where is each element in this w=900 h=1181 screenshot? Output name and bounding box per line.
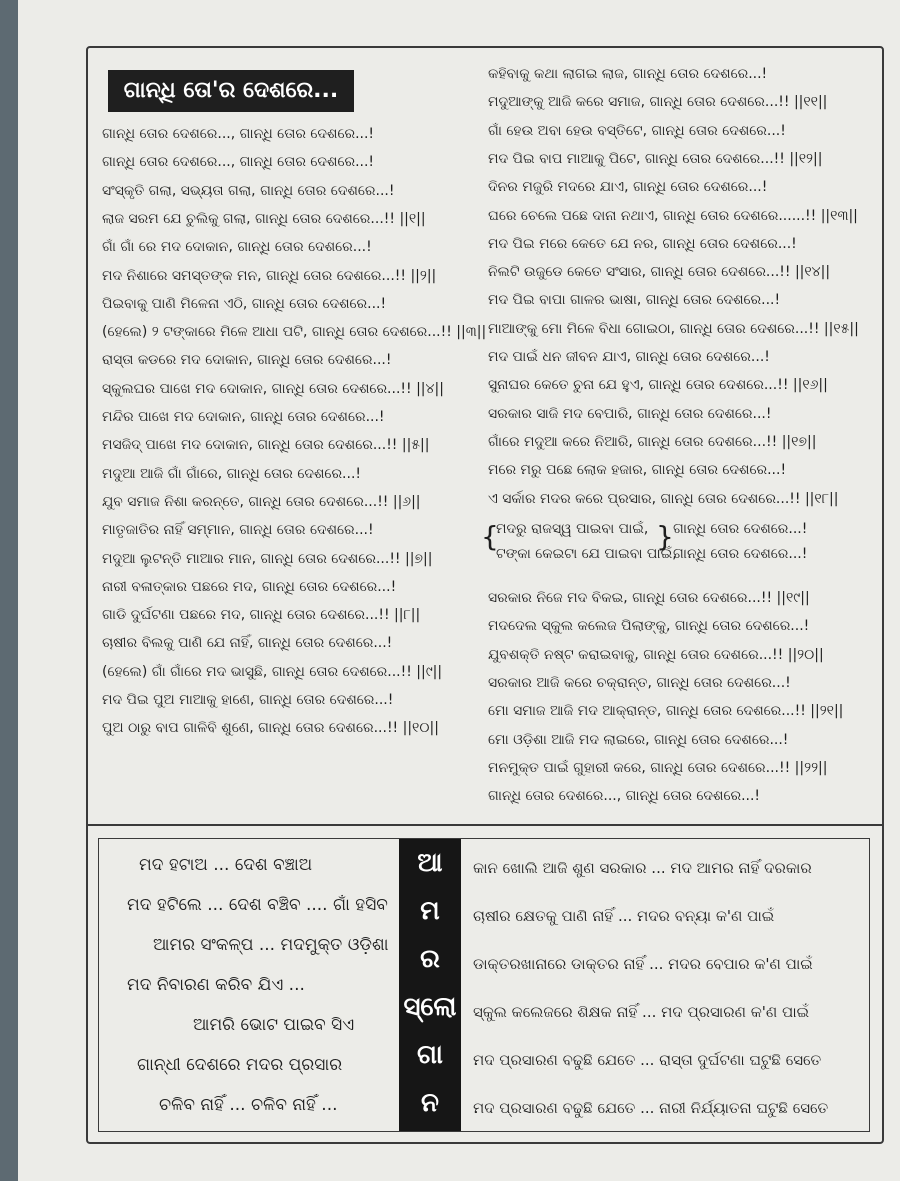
brace-line: ମଦରୁ ରାଜସ୍ୱ ପାଇବା ପାଇଁ, — [496, 521, 649, 537]
poem-line: ମଦ ପିଇ ବାପା ଗାଳର ଭାଷା, ଗାନ୍ଧି ତୋର ଦେଶରେ...! — [488, 292, 781, 309]
poem-line: ମଦୁଆଙ୍କୁ ଆଜି କରେ ସମାଜ, ଗାନ୍ଧି ତୋର ଦେଶରେ...!! ||୧୧|| — [488, 94, 828, 111]
brace-line: ଟଙ୍କା କେଇଟା ଯେ ପାଇବା ପାଇଁ, — [496, 546, 677, 562]
poem-line: ସରକାର ନିଜେ ମଦ ବିକଇ, ଗାନ୍ଧି ତୋର ଦେଶରେ...!! ||୧୯|| — [488, 590, 810, 606]
poem-line: ମୋ ଓଡ଼ିଶା ଆଜି ମଦ ଲାଇରେ, ଗାନ୍ଧି ତୋର ଦେଶରେ...! — [488, 731, 789, 748]
poem-line: ପିଇବାକୁ ପାଣି ମିଳେନା ଏଠି, ଗାନ୍ଧି ତୋର ଦେଶରେ...! — [102, 295, 387, 312]
poem-frame — [86, 46, 884, 1144]
poem-line: ମନ୍ଦିର ପାଖେ ମଦ ଦୋକାନ, ଗାନ୍ଧି ତୋର ଦେଶରେ...! — [102, 409, 385, 425]
poem-line: ଘରେ ଚେଲେ ପଛେ ଦାନା ନଥାଏ, ଗାନ୍ଧି ତୋର ଦେଶରେ......!! ||୧୩|| — [488, 207, 858, 224]
poem-line: ମାତୃଜାତିର ନାହିଁ ସମ୍ମାନ, ଗାନ୍ଧି ତୋର ଦେଶରେ...! — [102, 522, 374, 539]
slogan-left-line: ମଦ ହଟିଲେ ... ଦେଶ ବଞ୍ଚିବ .... ଗାଁ ହସିବ — [127, 895, 388, 915]
poem-line: ଗାଁ ହେଉ ଅବା ହେଉ ବସ୍ତିଟେ, ଗାନ୍ଧି ତୋର ଦେଶରେ...! — [488, 122, 786, 139]
slogan-left-line: ଆମର ସଂକଳ୍ପ ... ମଦମୁକ୍ତ ଓଡ଼ିଶା — [153, 935, 389, 955]
poem-line: ସୁନାଘର କେତେ ଚୁନା ଯେ ହୁଏ, ଗାନ୍ଧି ତୋର ଦେଶରେ...!! ||୧୬|| — [488, 377, 828, 394]
newspaper-page — [18, 0, 900, 1181]
section-divider — [88, 824, 882, 826]
slogan-right-line: କାନ ଖୋଲି ଆଜି ଶୁଣ ସରକାର ... ମଦ ଆମର ନାହିଁ ଦରକାର — [473, 859, 812, 877]
poem-line: ଯୁବଶକ୍ତି ନଷ୍ଟ କରାଇବାକୁ, ଗାନ୍ଧି ତୋର ଦେଶରେ...!! ||୨୦|| — [488, 646, 824, 663]
slogans-left — [99, 839, 399, 1131]
poem-line: ମୋ ସମାଜ ଆଜି ମଦ ଆକ୍ରାନ୍ତ, ଗାନ୍ଧି ତୋର ଦେଶରେ...!! ||୨୧|| — [488, 703, 844, 720]
slogan-right-line: ଡାକ୍ତରଖାନାରେ ଡାକ୍ତର ନାହିଁ ... ମଦର ବେପାର କ'ଣ ପାଇଁ — [473, 955, 813, 973]
poem-line: ଦିନର ମଜୁରି ମଦରେ ଯାଏ, ଗାନ୍ଧି ତୋର ଦେଶରେ...! — [488, 179, 768, 196]
brace-refrain: ଗାନ୍ଧି ତୋର ଦେଶରେ...! — [673, 521, 808, 537]
poem-line: ସରକାର ଆଜି କରେ ଚକ୍ରାନ୍ତ, ଗାନ୍ଧି ତୋର ଦେଶରେ...! — [488, 674, 791, 691]
poem-line: ମରେ ମରୁ ପଛେ ଲୋକ ହଜାର, ଗାନ୍ଧି ତୋର ଦେଶରେ...! — [488, 462, 787, 479]
poem-line: ମସଜିଦ୍ ପାଖେ ମଦ ଦୋକାନ, ଗାନ୍ଧି ତୋର ଦେଶରେ...!! ||୫|| — [102, 437, 430, 454]
poem-line: ରାସ୍ତା କଡରେ ମଦ ଦୋକାନ, ଗାନ୍ଧି ତୋର ଦେଶରେ...! — [102, 352, 392, 369]
poem-line: ଗାଁରେ ମଦୁଆ କରେ ନିଆରି, ଗାନ୍ଧି ତୋର ଦେଶରେ...!! ||୧୭|| — [488, 433, 817, 450]
poem-line: ନିଲଟି ଉଜୁଡେ କେତେ ସଂସାର, ଗାନ୍ଧି ତୋର ଦେଶରେ...!! ||୧୪|| — [488, 264, 831, 281]
poem-line: ସଂସ୍କୃତି ଗଲା, ସଭ୍ୟତା ଗଲା, ଗାନ୍ଧି ତୋର ଦେଶରେ...! — [102, 182, 395, 199]
poem-line: କହିବାକୁ କଥା ଲାଗଇ ଲାଜ, ଗାନ୍ଧି ତୋର ଦେଶରେ...! — [488, 66, 768, 82]
slogans-right — [467, 839, 867, 1131]
poem-line: ମନମୁକ୍ତ ପାଇଁ ଗୁହାରୀ କରେ, ଗାନ୍ଧି ତୋର ଦେଶରେ...!! ||୨୨|| — [488, 759, 828, 776]
poem-line: ମଦୁଆ ଲୁଟନ୍ତି ମାଆର ମାନ, ଗାନ୍ଧି ତୋର ଦେଶରେ...!! ||୭|| — [102, 550, 433, 567]
poem-line: ଗାଡି ଦୁର୍ଘଟଣା ପଛରେ ମଦ, ଗାନ୍ଧି ତୋର ଦେଶରେ...!! ||୮|| — [102, 607, 421, 624]
left-brace: { — [481, 520, 499, 553]
poem-line: (ହେଲେ) ୨ ଟଙ୍କାରେ ମିଳେ ଆଧା ପଟି, ଗାନ୍ଧି ତୋର ଦେଶରେ...!! ||୩|| — [102, 324, 487, 341]
banner-letter: ଆ — [417, 848, 443, 878]
right-brace: } — [656, 520, 674, 553]
slogan-right-line: ଚାଷୀର କ୍ଷେତକୁ ପାଣି ନାହିଁ ... ମଦର ବନ୍ୟା କ'ଣ ପାଇଁ — [473, 907, 775, 925]
poem-line: ଗାନ୍ଧି ତୋର ଦେଶରେ..., ଗାନ୍ଧି ତୋର ଦେଶରେ...! — [102, 126, 375, 142]
poem-line: ଗାନ୍ଧି ତୋର ଦେଶରେ..., ଗାନ୍ଧି ତୋର ଦେଶରେ...! — [102, 154, 375, 171]
slogan-right-line: ସ୍କୁଲ କଲେଜରେ ଶିକ୍ଷକ ନାହିଁ ... ମଦ ପ୍ରସାରଣ କ'ଣ ପାଇଁ — [473, 1003, 810, 1021]
poem-line: ସ୍କୁଲଘର ପାଖେ ମଦ ଦୋକାନ, ଗାନ୍ଧି ତୋର ଦେଶରେ...!! ||୪|| — [102, 380, 444, 397]
poem-line: ଚାଷୀର ବିଲକୁ ପାଣି ଯେ ନାହିଁ, ଗାନ୍ଧି ତୋର ଦେଶରେ...! — [102, 635, 393, 652]
slogan-left-line: ଚଳିବ ନାହିଁ ... ଚଳିବ ନାହିଁ ... — [159, 1095, 338, 1115]
poem-line: ମଦ ପିଇ ପୁଅ ମାଆକୁ ହାଣେ, ଗାନ୍ଧି ତୋର ଦେଶରେ...! — [102, 692, 394, 708]
brace-refrain: ଗାନ୍ଧି ତୋର ଦେଶରେ...! — [673, 546, 808, 562]
slogan-left-line: ଗାନ୍ଧୀ ଦେଶରେ ମଦର ପ୍ରସାର — [137, 1055, 343, 1075]
poem-line: ଗାଁ ଗାଁ ରେ ମଦ ଦୋକାନ, ଗାନ୍ଧି ତୋର ଦେଶରେ...! — [102, 239, 372, 256]
banner-letter: ସ୍ଲୋ — [403, 992, 457, 1022]
banner-letter: ର — [420, 944, 440, 974]
slogan-right-line: ମଦ ପ୍ରସାରଣ ବଢୁଛି ଯେତେ ... ନାରୀ ନିର୍ଯ୍ୟାତନା ଘଟୁଛି ସେତେ — [473, 1099, 829, 1117]
slogan-left-line: ମଦ ନିବାରଣ କରିବ ଯିଏ ... — [127, 975, 305, 995]
poem-line: ନାରୀ ବଳାତ୍କାର ପଛରେ ମଦ, ଗାନ୍ଧି ତୋର ଦେଶରେ...! — [102, 578, 397, 595]
poem-line: ଯୁବ ସମାଜ ନିଶା କରନ୍ତେ, ଗାନ୍ଧି ତୋର ଦେଶରେ...!! ||୬|| — [102, 493, 421, 510]
poem-line: ପୁଅ ଠାରୁ ବାପ ଗାଳିବି ଶୁଣେ, ଗାନ୍ଧି ତୋର ଦେଶରେ...!! ||୧୦|| — [102, 720, 439, 737]
poem-title: ଗାନ୍ଧି ତୋ'ର ଦେଶରେ... — [108, 70, 354, 112]
slogan-box — [98, 838, 870, 1132]
slogan-left-line: ମଦ ହଟାଅ ... ଦେଶ ବଞ୍ଚାଅ — [139, 855, 313, 875]
poem-line: (ହେଲେ) ଗାଁ ଗାଁରେ ମଦ ଭାସୁଛି, ଗାନ୍ଧି ତୋର ଦେଶରେ...!! ||୯|| — [102, 663, 443, 680]
slogan-left-line: ଆମରି ଭୋଟ ପାଇବ ସିଏ — [193, 1015, 355, 1035]
banner-letter: ମ — [420, 896, 440, 926]
poem-line: ମଦଦେଲ ସ୍କୁଲ କଲେଜ ପିଲାଙ୍କୁ, ଗାନ୍ଧି ତୋର ଦେଶରେ...! — [488, 618, 810, 635]
poem-line: ଗାନ୍ଧି ତୋର ଦେଶରେ..., ଗାନ୍ଧି ତୋର ଦେଶରେ...! — [488, 788, 761, 805]
poem-line: ମଦ ପିଇ ବାପ ମାଆକୁ ପିଟେ, ଗାନ୍ଧି ତୋର ଦେଶରେ...!! ||୧୨|| — [488, 150, 823, 167]
poem-line: ମାଆଙ୍କୁ ମୋ ମିଳେ ବିଧା ଗୋଇଠା, ଗାନ୍ଧି ତୋର ଦେଶରେ...!! ||୧୫|| — [488, 320, 859, 337]
banner-letter: ନ — [421, 1088, 439, 1118]
poem-line: ମଦ ପିଇ ମରେ କେତେ ଯେ ନର, ଗାନ୍ଧି ତୋର ଦେଶରେ...! — [488, 235, 797, 252]
poem-line: ସରକାର ସାଜି ମଦ ବେପାରି, ଗାନ୍ଧି ତୋର ଦେଶରେ...! — [488, 405, 772, 422]
slogan-right-line: ମଦ ପ୍ରସାରଣ ବଢୁଛି ଯେତେ ... ରାସ୍ତା ଦୁର୍ଘଟଣା ଘଟୁଛି ସେତେ — [473, 1051, 822, 1069]
poem-line: ଲାଜ ସରମ ଯେ ଚୁଲିକୁ ଗଲା, ଗାନ୍ଧି ତୋର ଦେଶରେ...!! ||୧|| — [102, 210, 426, 227]
poem-line: ମଦୁଆ ଆଜି ଗାଁ ଗାଁରେ, ଗାନ୍ଧି ତୋର ଦେଶରେ...! — [102, 465, 362, 482]
poem-line: ମଦ ନିଶାରେ ସମସ୍ତଙ୍କ ମନ, ଗାନ୍ଧି ତୋର ଦେଶରେ...!! ||୨|| — [102, 267, 437, 284]
poem-line: ମଦ ପାଇଁ ଧନ ଜୀବନ ଯାଏ, ଗାନ୍ଧି ତୋର ଦେଶରେ...! — [488, 349, 770, 365]
our-slogan-banner — [399, 839, 461, 1131]
banner-letter: ଗା — [417, 1040, 443, 1070]
poem-line: ଏ ସର୍କାର ମଦର କରେ ପ୍ରସାର, ଗାନ୍ଧି ତୋର ଦେଶରେ...!! ||୧୮|| — [488, 490, 839, 507]
